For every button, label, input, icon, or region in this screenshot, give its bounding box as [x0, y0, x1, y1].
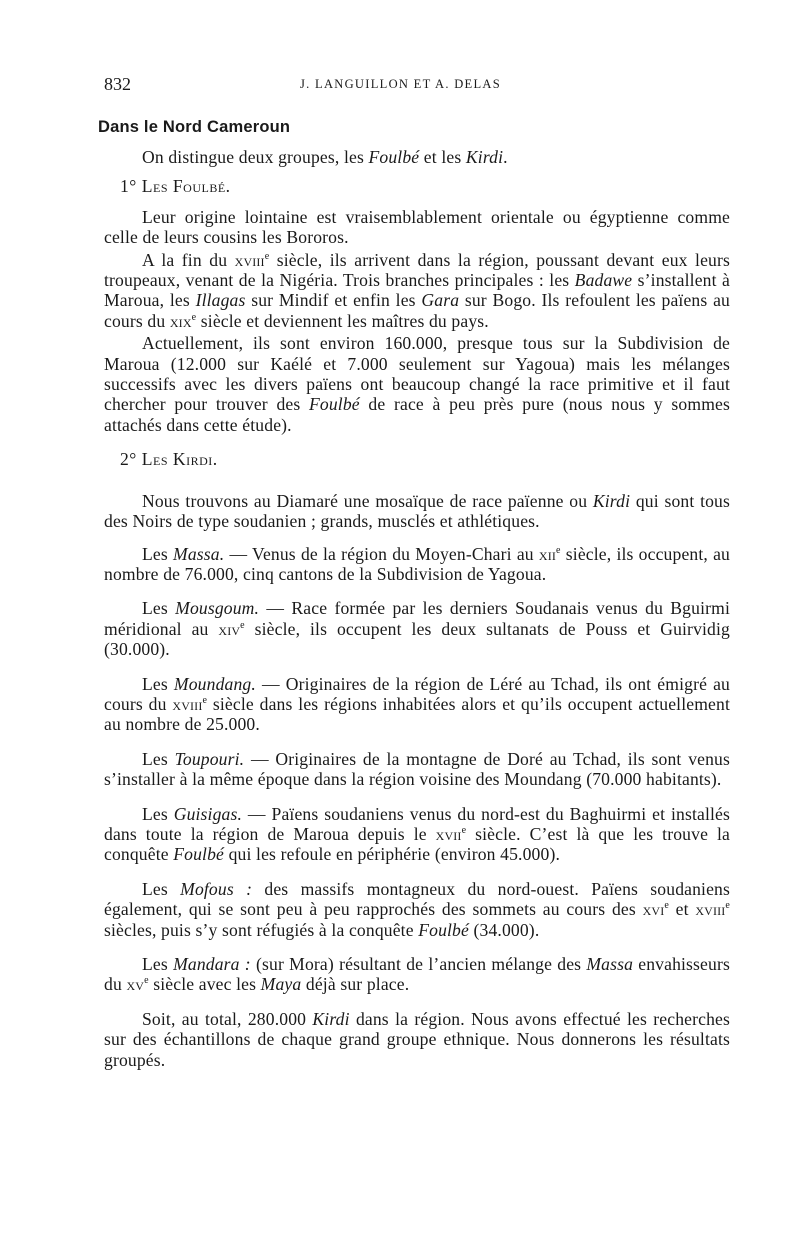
massa-paragraph: Les Massa. — Venus de la région du Moyen-Chari au xii$^e$ siècle, ils occupent, au nombre de 76.000, cinq cantons de la Subdivision de Yagoua. [104, 543, 731, 584]
term-kirdi: Kirdi [465, 147, 504, 167]
intro-paragraph: On distingue deux groupes, les Foulbé et les Kirdi. [142, 147, 508, 167]
foulbe-history-paragraph: A la fin du xviii$^e$ siècle, ils arrivent dans la région, poussant devant eux leurs troupeaux, venant de la Nigéria. Trois branches principales : les Badawe s’installent à Maroua, les Illagas sur Mindif et enfin les Gara sur Bogo. Ils refoulent les païens au cours du xix$^e$ siècle et deviennent les maîtres du pays. [104, 249, 730, 331]
mousgoum-paragraph: Les Mousgoum. — Race formée par les derniers Soudanais venus du Bguirmi méridional au xiv$^e$ siècle, ils occupent les deux sultanats de Pouss et Guirvidig (30.000). [104, 598, 730, 660]
foulbe-population-paragraph: Actuellement, ils sont environ 160.000, presque tous sur la Subdivision de Maroua (12.000 sur Kaélé et 7.000 seulement sur Yagoua) mais les mélanges successifs avec les divers païens ont beaucoup changé la race primitive et il faut chercher pour trouver des Foulbé de race à peu près pure (nous nous y sommes attachés dans cette étude). [104, 333, 730, 435]
section-title: Dans le Nord Cameroun [98, 118, 291, 136]
foulbe-origin-paragraph: Leur origine lointaine est vraisemblablement orientale ou égyptienne comme celle de leurs cousins les Bororos. [104, 206, 730, 248]
moundang-paragraph: Les Moundang. — Originaires de la région de Léré au Tchad, ils ont émigré au cours du xviii$^e$ siècle dans les régions inhabitées alors et qu’ils occupent actuellement au nombre de 25.000. [104, 673, 731, 735]
mofous-paragraph: Les Mofous : des massifs montagneux du nord-ouest. Païens soudaniens également, qui se sont peu à peu rapprochés des sommets au cours des xvi$^e$ et xviii$^e$ siècles, puis s’y sont réfugiés à la conquête Foulbé (34.000). [104, 878, 730, 940]
page [98, 70, 731, 1070]
toupouri-paragraph: Les Toupouri. — Originaires de la montagne de Doré au Tchad, ils sont venus s’installer à la même époque dans la région voisine des Moundang (70.000 habitants). [104, 748, 730, 790]
term-foulbe: Foulbé [368, 147, 420, 167]
mandara-paragraph: Les Mandara : (sur Mora) résultant de l’ancien mélange des Massa envahisseurs du $xv^e$ siècle avec les Maya déjà sur place. [104, 954, 730, 995]
heading-foulbe: 1° Les Foulbé. [120, 176, 231, 197]
page-number: 832 [104, 74, 131, 94]
guisigas-paragraph: Les Guisigas. — Païens soudaniens venus du nord-est du Baghuirmi et installés dans toute la région de Maroua depuis le xvii$^e$ siècle. C’est là que les trouve la conquête Foulbé qui les refoule en périphérie (environ 45.000). [104, 803, 730, 865]
heading-kirdi: 2° Les Kirdi. [120, 449, 218, 470]
running-head [104, 70, 730, 98]
kirdi-intro-paragraph: Nous trouvons au Diamaré une mosaïque de race païenne ou Kirdi qui sont tous des Noirs de type soudanien ; grands, musclés et athlétiques. [104, 490, 731, 532]
conclusion-paragraph: Soit, au total, 280.000 Kirdi dans la région. Nous avons effectué les recherches sur des échantillons de chaque grand groupe ethnique. Nous donnerons les résultats groupés. [104, 1008, 731, 1070]
header-authors: J. LANGUILLON ET A. DELAS [300, 77, 502, 91]
